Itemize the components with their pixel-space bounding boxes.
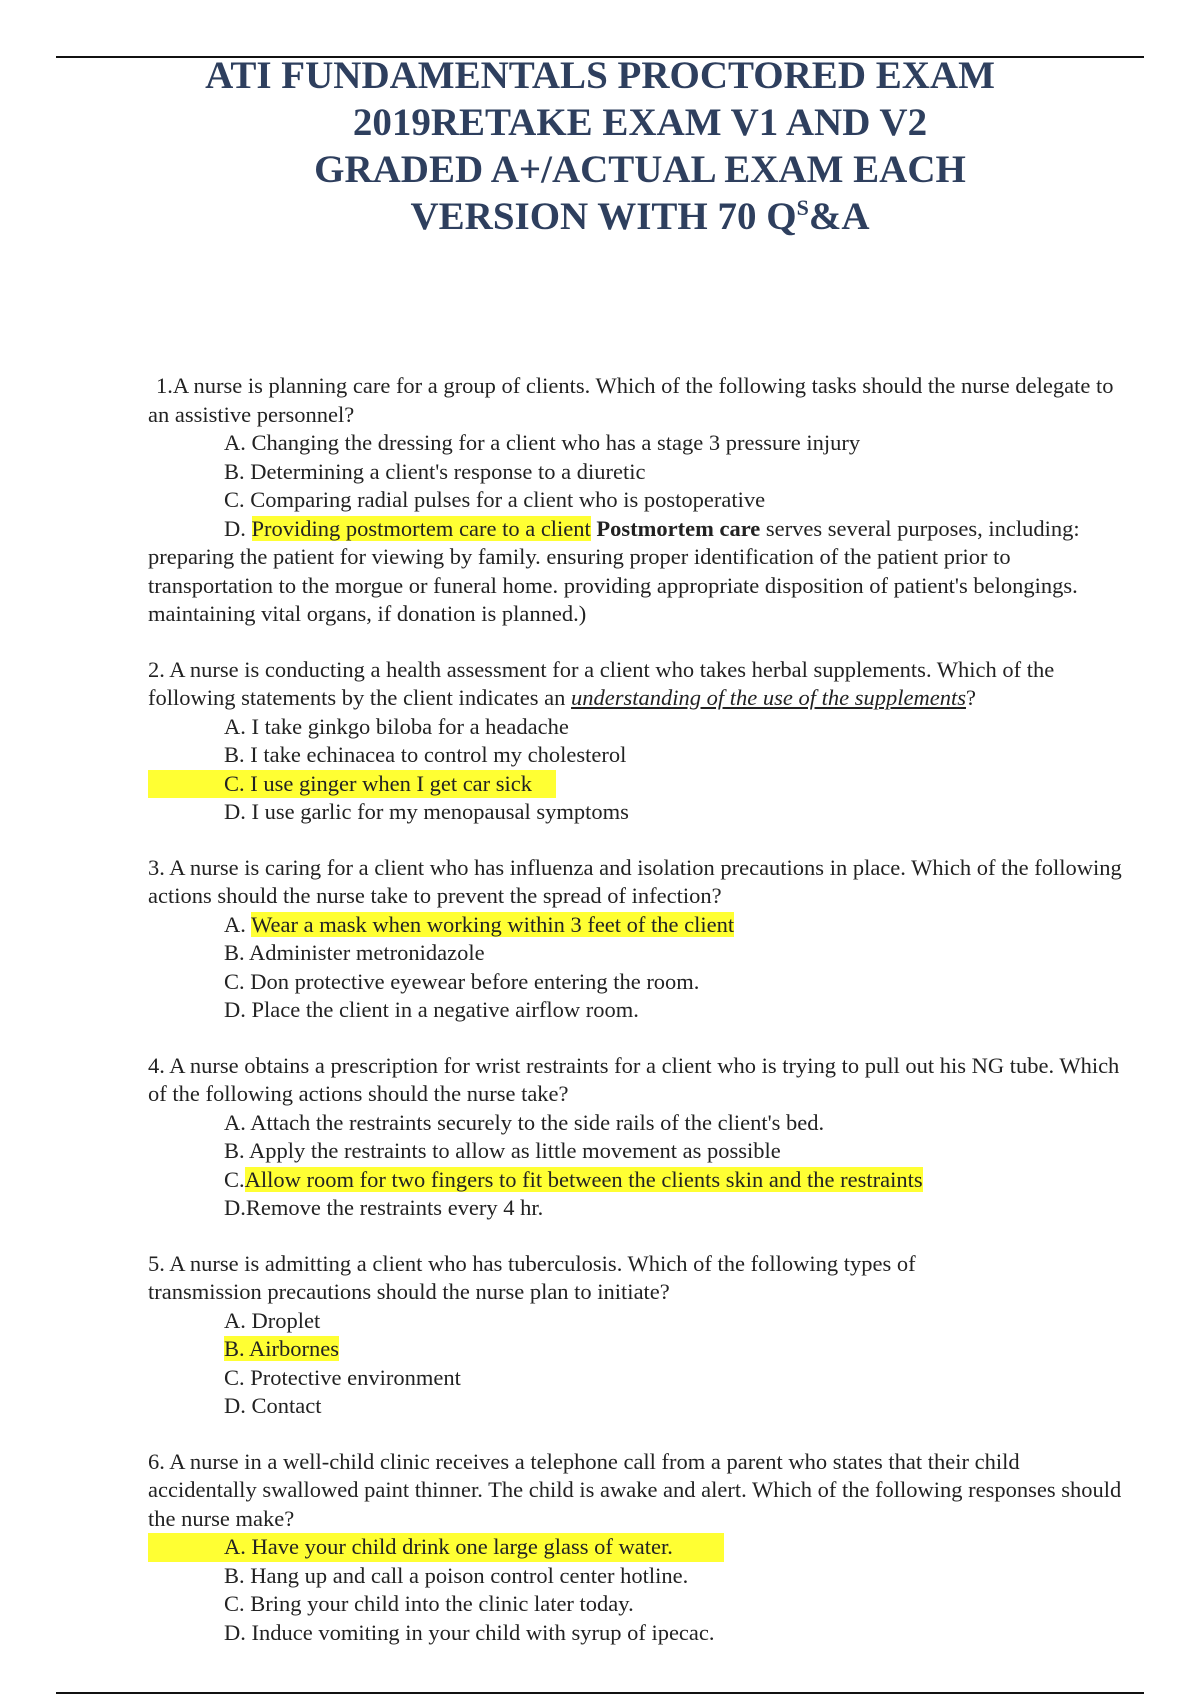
question-4-answer-highlight: Allow room for two fingers to fit between the clients skin and the restraints <box>244 1166 923 1192</box>
question-4-stem: 4. A nurse obtains a prescription for wrist restraints for a client who is trying to pull out his NG tube. Which of the following actions should the nurse take? <box>148 1052 1120 1106</box>
document-title <box>0 52 1200 240</box>
question-3-option-c: C. Don protective eyewear before entering the room. <box>224 968 700 994</box>
question-4-option-a: A. Attach the restraints securely to the side rails of the client's bed. <box>224 1109 825 1135</box>
question-5 <box>148 1250 1128 1421</box>
question-2-option-a: A. I take ginkgo biloba for a headache <box>224 713 569 739</box>
questions-list <box>148 372 1128 1674</box>
title-line-1: ATI FUNDAMENTALS PROCTORED EXAM <box>205 54 995 97</box>
question-1-option-a: A. Changing the dressing for a client who has a stage 3 pressure injury <box>224 430 861 455</box>
question-1 <box>148 372 1128 629</box>
question-2-underlined-phrase: understanding of the use of the supplements <box>571 685 966 710</box>
question-1-option-b: B. Determining a client's response to a diuretic <box>224 458 646 484</box>
question-2 <box>148 656 1128 827</box>
question-4 <box>148 1052 1128 1223</box>
question-2-answer-highlight: C. I use ginger when I get car sick <box>148 770 556 799</box>
question-1-answer-highlight: Providing postmortem care to a client <box>251 515 591 541</box>
question-3-answer-highlight: Wear a mask when working within 3 feet of the client <box>251 911 735 937</box>
title-line-3: GRADED A+/ACTUAL EXAM EACH <box>314 148 966 191</box>
title-line-2: 2019RETAKE EXAM V1 AND V2 <box>352 101 928 144</box>
question-3-option-d: D. Place the client in a negative airflow room. <box>224 997 639 1022</box>
question-3-option-a: A. Wear a mask when working within 3 feet of the client <box>224 911 735 937</box>
question-4-option-d: D.Remove the restraints every 4 hr. <box>224 1195 544 1220</box>
question-1-option-c: C. Comparing radial pulses for a client who is postoperative <box>224 487 766 512</box>
question-6-option-d: D. Induce vomiting in your child with syrup of ipecac. <box>224 1619 715 1645</box>
question-3-stem: 3. A nurse is caring for a client who has influenza and isolation precautions in place. Which of the following actions should the nurse take to prevent the spread of infection? <box>148 854 1122 908</box>
question-5-option-d: D. Contact <box>224 1393 322 1418</box>
question-5-option-b <box>148 1335 1128 1364</box>
question-6 <box>148 1448 1128 1648</box>
question-4-option-c: C.Allow room for two fingers to fit between the clients skin and the restraints <box>224 1166 923 1192</box>
question-5-option-c: C. Protective environment <box>224 1364 461 1390</box>
title-line-4: VERSION WITH 70 $Q^S\&A$ <box>410 195 870 238</box>
question-6-stem: 6. A nurse in a well-child clinic receives a telephone call from a parent who states that their child accidentally swallowed paint thinner. The child is awake and alert. Which of the following responses should the nurse make? <box>148 1448 1122 1531</box>
question-5-answer-highlight: B. Airbornes <box>224 1336 339 1361</box>
question-5-stem: 5. A nurse is admitting a client who has tuberculosis. Which of the following types of transmission precautions should the nurse plan to initiate? <box>148 1250 916 1304</box>
question-1-option-d: D. Providing postmortem care to a client Postmortem care serves several purposes, including: preparing the patient for viewing by family. ensuring proper identification of the patient prior to transportation to the morgue or funeral home. providing appropriate disposition of patient's belongings. maintaining vital organs, if donation is planned.) <box>148 515 1080 626</box>
question-5-option-a: A. Droplet <box>224 1307 321 1333</box>
question-3 <box>148 854 1128 1025</box>
question-6-option-c: C. Bring your child into the clinic later today. <box>224 1591 634 1616</box>
question-2-option-d: D. I use garlic for my menopausal symptoms <box>224 799 629 824</box>
question-6-option-a <box>148 1533 1128 1562</box>
question-1-stem: 1.A nurse is planning care for a group of clients. Which of the following tasks should the nurse delegate to an assistive personnel? <box>148 373 1114 427</box>
bottom-rule <box>56 1692 1144 1694</box>
question-6-answer-highlight: A. Have your child drink one large glass of water. <box>148 1533 724 1562</box>
question-2-stem: 2. A nurse is conducting a health assessment for a client who takes herbal supplements. Which of the following statements by the client indicates an understanding of the use of the supplements? <box>148 656 1055 710</box>
question-6-option-b: B. Hang up and call a poison control center hotline. <box>224 1562 689 1588</box>
question-3-option-b: B. Administer metronidazole <box>224 940 485 965</box>
question-2-option-b: B. I take echinacea to control my cholesterol <box>224 742 627 767</box>
question-4-option-b: B. Apply the restraints to allow as little movement as possible <box>224 1138 781 1163</box>
question-2-option-c <box>148 770 1128 799</box>
